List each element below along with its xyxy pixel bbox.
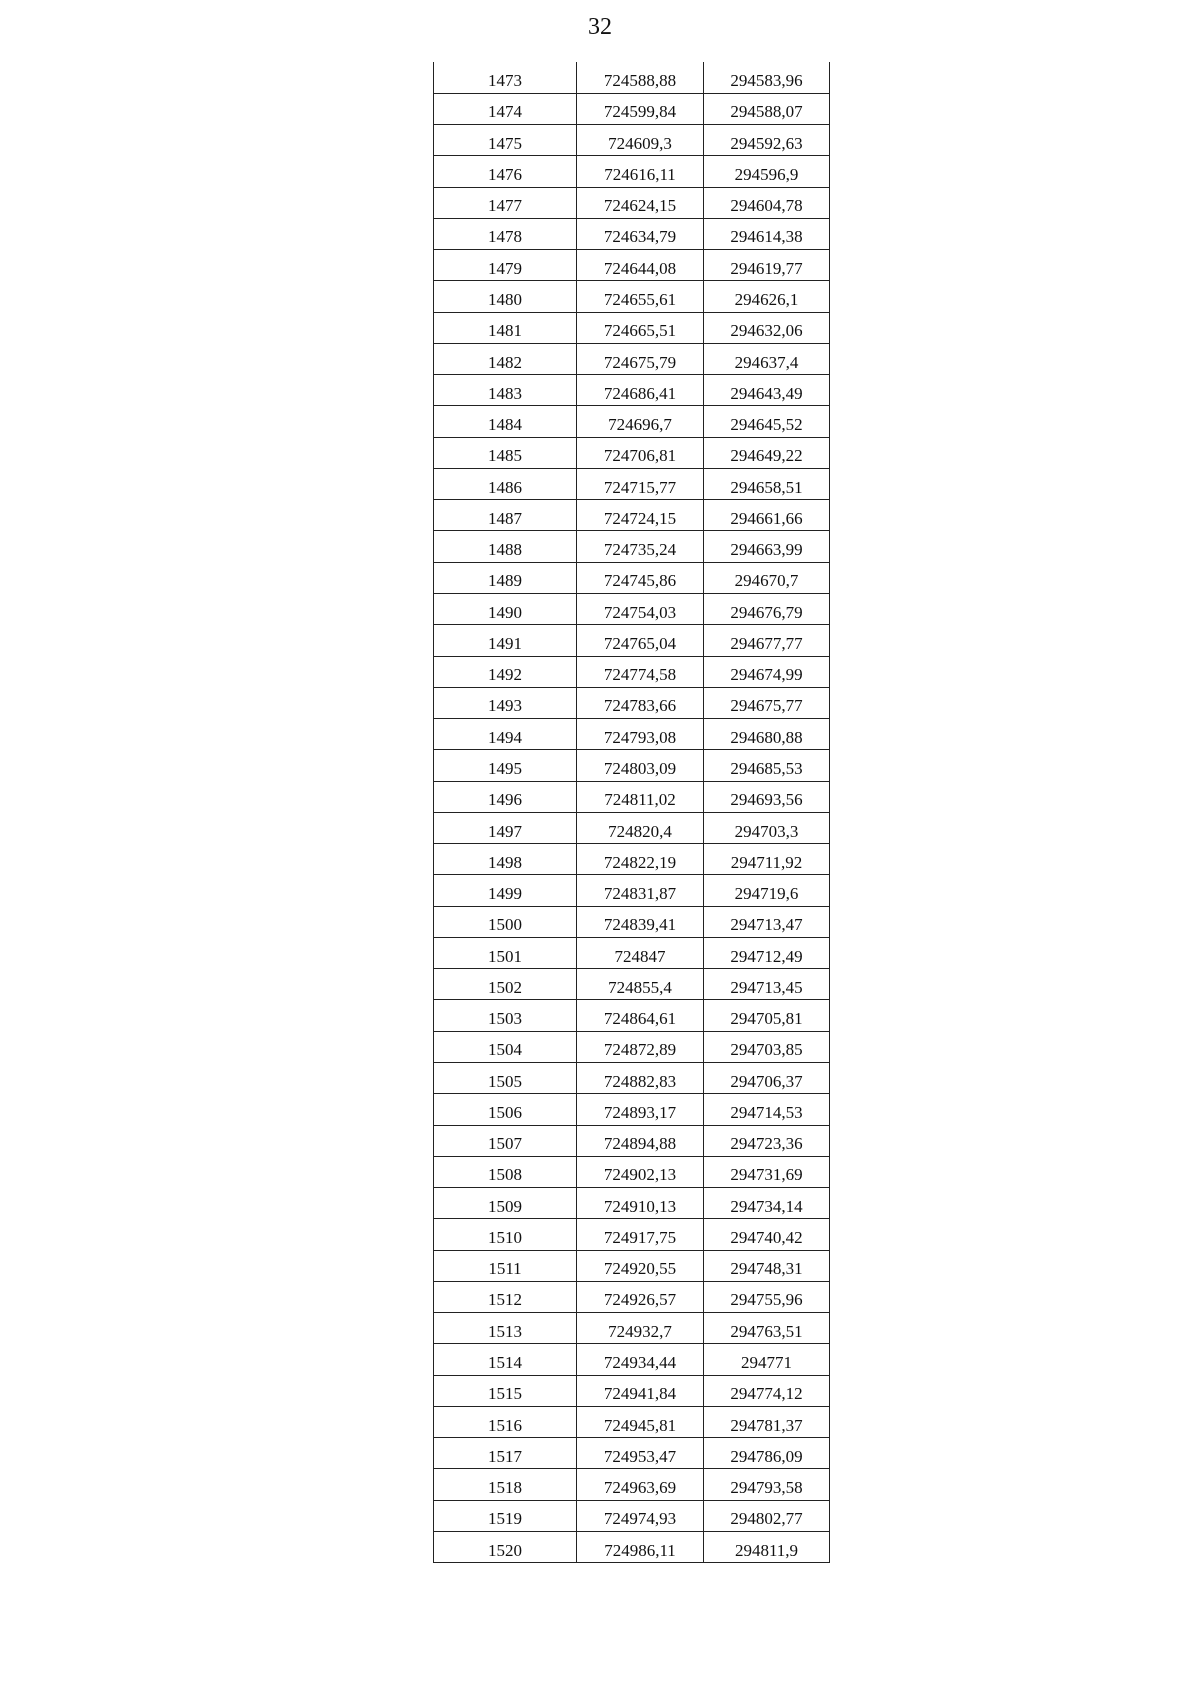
point-number-cell: 1477	[434, 187, 577, 218]
x-coordinate-cell: 724926,57	[577, 1281, 704, 1312]
table-row	[434, 281, 830, 312]
point-number-cell: 1494	[434, 719, 577, 750]
y-coordinate-cell: 294723,36	[704, 1125, 830, 1156]
table-row	[434, 1375, 830, 1406]
y-coordinate-cell: 294649,22	[704, 437, 830, 468]
table-row	[434, 719, 830, 750]
table-row	[434, 1281, 830, 1312]
point-number-cell: 1509	[434, 1188, 577, 1219]
table-row	[434, 437, 830, 468]
y-coordinate-cell: 294645,52	[704, 406, 830, 437]
table-row	[434, 1156, 830, 1187]
point-number-cell: 1503	[434, 1000, 577, 1031]
point-number-cell: 1516	[434, 1406, 577, 1437]
y-coordinate-cell: 294713,47	[704, 906, 830, 937]
table-row	[434, 594, 830, 625]
point-number-cell: 1473	[434, 62, 577, 93]
x-coordinate-cell: 724634,79	[577, 218, 704, 249]
x-coordinate-cell: 724941,84	[577, 1375, 704, 1406]
table-row	[434, 375, 830, 406]
point-number-cell: 1478	[434, 218, 577, 249]
point-number-cell: 1491	[434, 625, 577, 656]
point-number-cell: 1482	[434, 343, 577, 374]
y-coordinate-cell: 294763,51	[704, 1313, 830, 1344]
table-row	[434, 781, 830, 812]
table-row	[434, 312, 830, 343]
x-coordinate-cell: 724774,58	[577, 656, 704, 687]
table-row	[434, 1094, 830, 1125]
x-coordinate-cell: 724902,13	[577, 1156, 704, 1187]
table-row	[434, 468, 830, 499]
y-coordinate-cell: 294632,06	[704, 312, 830, 343]
point-number-cell: 1514	[434, 1344, 577, 1375]
point-number-cell: 1519	[434, 1500, 577, 1531]
x-coordinate-cell: 724686,41	[577, 375, 704, 406]
table-row	[434, 250, 830, 281]
table-row	[434, 1063, 830, 1094]
point-number-cell: 1475	[434, 125, 577, 156]
point-number-cell: 1496	[434, 781, 577, 812]
x-coordinate-cell: 724934,44	[577, 1344, 704, 1375]
y-coordinate-cell: 294740,42	[704, 1219, 830, 1250]
x-coordinate-cell: 724793,08	[577, 719, 704, 750]
x-coordinate-cell: 724675,79	[577, 343, 704, 374]
point-number-cell: 1480	[434, 281, 577, 312]
x-coordinate-cell: 724986,11	[577, 1531, 704, 1562]
point-number-cell: 1512	[434, 1281, 577, 1312]
y-coordinate-cell: 294793,58	[704, 1469, 830, 1500]
y-coordinate-cell: 294661,66	[704, 500, 830, 531]
y-coordinate-cell: 294781,37	[704, 1406, 830, 1437]
table-row	[434, 937, 830, 968]
point-number-cell: 1500	[434, 906, 577, 937]
x-coordinate-cell: 724624,15	[577, 187, 704, 218]
point-number-cell: 1507	[434, 1125, 577, 1156]
point-number-cell: 1488	[434, 531, 577, 562]
x-coordinate-cell: 724872,89	[577, 1031, 704, 1062]
x-coordinate-cell: 724665,51	[577, 312, 704, 343]
table-row	[434, 1188, 830, 1219]
point-number-cell: 1487	[434, 500, 577, 531]
point-number-cell: 1501	[434, 937, 577, 968]
y-coordinate-cell: 294674,99	[704, 656, 830, 687]
table-row	[434, 1344, 830, 1375]
x-coordinate-cell: 724783,66	[577, 687, 704, 718]
y-coordinate-cell: 294703,85	[704, 1031, 830, 1062]
table-row	[434, 875, 830, 906]
point-number-cell: 1506	[434, 1094, 577, 1125]
table-row	[434, 531, 830, 562]
y-coordinate-cell: 294748,31	[704, 1250, 830, 1281]
y-coordinate-cell: 294658,51	[704, 468, 830, 499]
table-row	[434, 343, 830, 374]
x-coordinate-cell: 724963,69	[577, 1469, 704, 1500]
table-row	[434, 750, 830, 781]
point-number-cell: 1520	[434, 1531, 577, 1562]
table-row	[434, 625, 830, 656]
table-row	[434, 218, 830, 249]
table-row	[434, 406, 830, 437]
table-row	[434, 687, 830, 718]
point-number-cell: 1513	[434, 1313, 577, 1344]
y-coordinate-cell: 294719,6	[704, 875, 830, 906]
y-coordinate-cell: 294676,79	[704, 594, 830, 625]
coordinates-table-body	[434, 62, 830, 1563]
table-row	[434, 1031, 830, 1062]
point-number-cell: 1484	[434, 406, 577, 437]
x-coordinate-cell: 724655,61	[577, 281, 704, 312]
y-coordinate-cell: 294643,49	[704, 375, 830, 406]
y-coordinate-cell: 294677,77	[704, 625, 830, 656]
point-number-cell: 1504	[434, 1031, 577, 1062]
y-coordinate-cell: 294663,99	[704, 531, 830, 562]
point-number-cell: 1476	[434, 156, 577, 187]
x-coordinate-cell: 724745,86	[577, 562, 704, 593]
table-row	[434, 906, 830, 937]
y-coordinate-cell: 294626,1	[704, 281, 830, 312]
x-coordinate-cell: 724820,4	[577, 812, 704, 843]
x-coordinate-cell: 724831,87	[577, 875, 704, 906]
table-row	[434, 1000, 830, 1031]
point-number-cell: 1486	[434, 468, 577, 499]
y-coordinate-cell: 294588,07	[704, 93, 830, 124]
x-coordinate-cell: 724910,13	[577, 1188, 704, 1219]
y-coordinate-cell: 294705,81	[704, 1000, 830, 1031]
table-row	[434, 844, 830, 875]
x-coordinate-cell: 724644,08	[577, 250, 704, 281]
y-coordinate-cell: 294685,53	[704, 750, 830, 781]
y-coordinate-cell: 294731,69	[704, 1156, 830, 1187]
x-coordinate-cell: 724754,03	[577, 594, 704, 625]
point-number-cell: 1499	[434, 875, 577, 906]
x-coordinate-cell: 724735,24	[577, 531, 704, 562]
x-coordinate-cell: 724882,83	[577, 1063, 704, 1094]
x-coordinate-cell: 724974,93	[577, 1500, 704, 1531]
table-row	[434, 562, 830, 593]
y-coordinate-cell: 294714,53	[704, 1094, 830, 1125]
y-coordinate-cell: 294755,96	[704, 1281, 830, 1312]
x-coordinate-cell: 724616,11	[577, 156, 704, 187]
coordinates-table	[433, 62, 830, 1563]
y-coordinate-cell: 294583,96	[704, 62, 830, 93]
point-number-cell: 1497	[434, 812, 577, 843]
point-number-cell: 1492	[434, 656, 577, 687]
point-number-cell: 1485	[434, 437, 577, 468]
x-coordinate-cell: 724917,75	[577, 1219, 704, 1250]
y-coordinate-cell: 294802,77	[704, 1500, 830, 1531]
y-coordinate-cell: 294713,45	[704, 969, 830, 1000]
x-coordinate-cell: 724839,41	[577, 906, 704, 937]
x-coordinate-cell: 724765,04	[577, 625, 704, 656]
x-coordinate-cell: 724803,09	[577, 750, 704, 781]
x-coordinate-cell: 724609,3	[577, 125, 704, 156]
page-number: 32	[588, 14, 612, 40]
y-coordinate-cell: 294675,77	[704, 687, 830, 718]
x-coordinate-cell: 724945,81	[577, 1406, 704, 1437]
x-coordinate-cell: 724599,84	[577, 93, 704, 124]
x-coordinate-cell: 724715,77	[577, 468, 704, 499]
point-number-cell: 1510	[434, 1219, 577, 1250]
y-coordinate-cell: 294619,77	[704, 250, 830, 281]
table-row	[434, 125, 830, 156]
point-number-cell: 1483	[434, 375, 577, 406]
point-number-cell: 1518	[434, 1469, 577, 1500]
table-row	[434, 187, 830, 218]
table-row	[434, 1438, 830, 1469]
table-row	[434, 1500, 830, 1531]
x-coordinate-cell: 724811,02	[577, 781, 704, 812]
point-number-cell: 1505	[434, 1063, 577, 1094]
point-number-cell: 1511	[434, 1250, 577, 1281]
table-row	[434, 656, 830, 687]
table-row	[434, 1469, 830, 1500]
x-coordinate-cell: 724847	[577, 937, 704, 968]
y-coordinate-cell: 294670,7	[704, 562, 830, 593]
y-coordinate-cell: 294774,12	[704, 1375, 830, 1406]
y-coordinate-cell: 294734,14	[704, 1188, 830, 1219]
y-coordinate-cell: 294771	[704, 1344, 830, 1375]
point-number-cell: 1498	[434, 844, 577, 875]
y-coordinate-cell: 294637,4	[704, 343, 830, 374]
point-number-cell: 1508	[434, 1156, 577, 1187]
point-number-cell: 1502	[434, 969, 577, 1000]
point-number-cell: 1517	[434, 1438, 577, 1469]
x-coordinate-cell: 724953,47	[577, 1438, 704, 1469]
x-coordinate-cell: 724706,81	[577, 437, 704, 468]
point-number-cell: 1515	[434, 1375, 577, 1406]
x-coordinate-cell: 724696,7	[577, 406, 704, 437]
x-coordinate-cell: 724932,7	[577, 1313, 704, 1344]
table-row	[434, 156, 830, 187]
point-number-cell: 1490	[434, 594, 577, 625]
table-row	[434, 62, 830, 93]
y-coordinate-cell: 294811,9	[704, 1531, 830, 1562]
point-number-cell: 1474	[434, 93, 577, 124]
point-number-cell: 1493	[434, 687, 577, 718]
y-coordinate-cell: 294786,09	[704, 1438, 830, 1469]
y-coordinate-cell: 294596,9	[704, 156, 830, 187]
x-coordinate-cell: 724864,61	[577, 1000, 704, 1031]
x-coordinate-cell: 724588,88	[577, 62, 704, 93]
y-coordinate-cell: 294592,63	[704, 125, 830, 156]
y-coordinate-cell: 294680,88	[704, 719, 830, 750]
point-number-cell: 1489	[434, 562, 577, 593]
x-coordinate-cell: 724822,19	[577, 844, 704, 875]
y-coordinate-cell: 294604,78	[704, 187, 830, 218]
point-number-cell: 1495	[434, 750, 577, 781]
x-coordinate-cell: 724920,55	[577, 1250, 704, 1281]
table-row	[434, 1313, 830, 1344]
x-coordinate-cell: 724894,88	[577, 1125, 704, 1156]
table-row	[434, 1219, 830, 1250]
y-coordinate-cell: 294706,37	[704, 1063, 830, 1094]
point-number-cell: 1481	[434, 312, 577, 343]
table-row	[434, 1531, 830, 1562]
y-coordinate-cell: 294712,49	[704, 937, 830, 968]
table-row	[434, 93, 830, 124]
y-coordinate-cell: 294693,56	[704, 781, 830, 812]
x-coordinate-cell: 724855,4	[577, 969, 704, 1000]
table-row	[434, 1250, 830, 1281]
table-row	[434, 969, 830, 1000]
y-coordinate-cell: 294703,3	[704, 812, 830, 843]
table-row	[434, 812, 830, 843]
table-row	[434, 500, 830, 531]
x-coordinate-cell: 724893,17	[577, 1094, 704, 1125]
y-coordinate-cell: 294711,92	[704, 844, 830, 875]
point-number-cell: 1479	[434, 250, 577, 281]
table-row	[434, 1125, 830, 1156]
x-coordinate-cell: 724724,15	[577, 500, 704, 531]
y-coordinate-cell: 294614,38	[704, 218, 830, 249]
table-row	[434, 1406, 830, 1437]
